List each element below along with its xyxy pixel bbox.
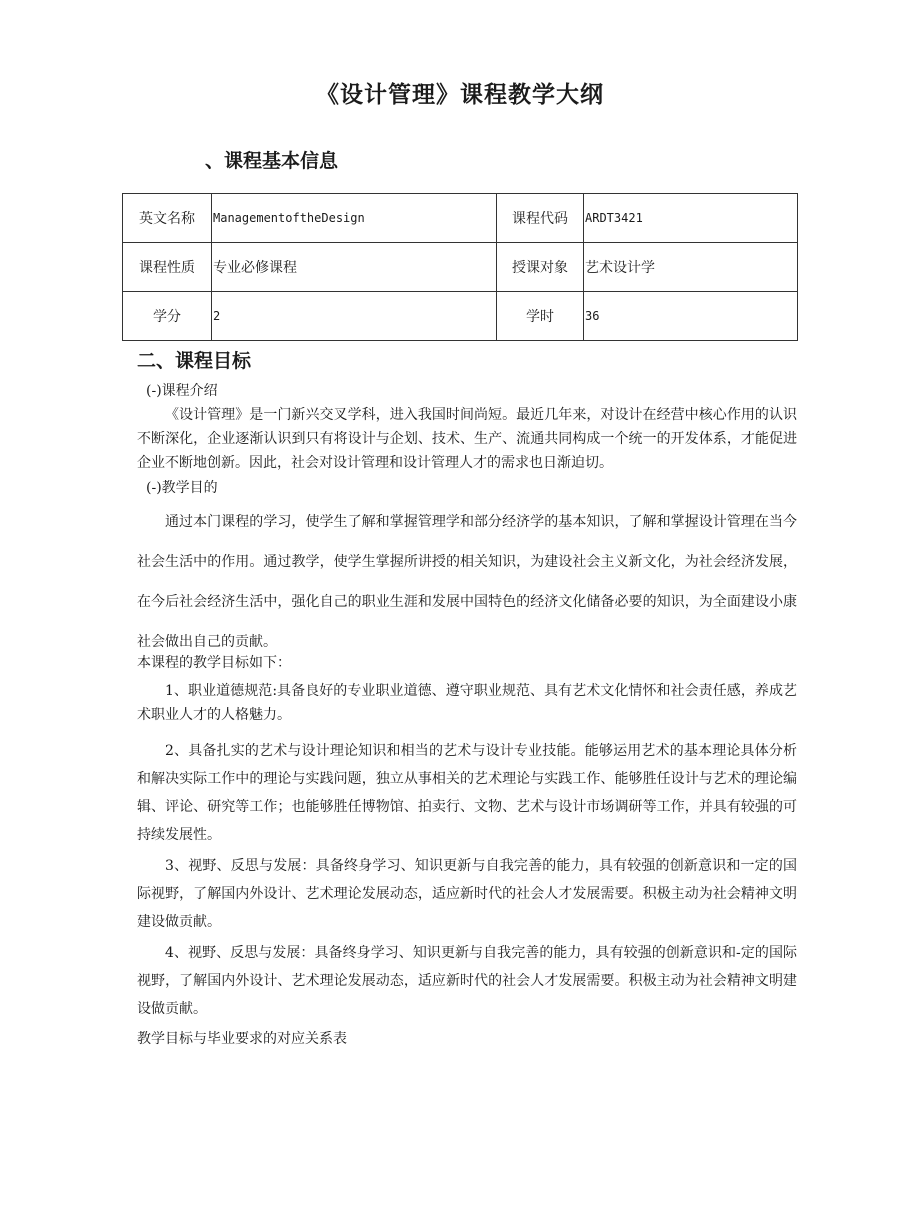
value-target-audience: 艺术设计学 xyxy=(584,243,798,292)
table-row xyxy=(123,194,798,243)
label-english-name: 英文名称 xyxy=(123,194,212,243)
table-row xyxy=(123,243,798,292)
section-heading-basic-info: 、课程基本信息 xyxy=(205,150,339,172)
list-item-goal-1: 1、职业道德规范:具备良好的专业职业道德、遵守职业规范、具有艺术文化情怀和社会责任感，养成艺术职业人才的人格魅力。 xyxy=(137,683,797,723)
page-title: 《设计管理》课程教学大纲 xyxy=(316,82,604,108)
table-caption: 教学目标与毕业要求的对应关系表 xyxy=(137,1031,347,1047)
paragraph-teaching-purpose: 通过本门课程的学习，使学生了解和掌握管理学和部分经济学的基本知识，了解和掌握设计管理在当今社会生活中的作用。通过教学，使学生掌握所讲授的相关知识，为建设社会主义新文化，为社会经济发展，在今后社会经济生活中，强化自己的职业生涯和发展中国特色的经济文化储备必要的知识，为全面建设小康社会做出自己的贡献。 xyxy=(137,514,797,650)
value-hours: 36 xyxy=(584,292,798,341)
label-credits: 学分 xyxy=(123,292,212,341)
value-course-nature: 专业必修课程 xyxy=(212,243,497,292)
section-heading-course-goals: 二、课程目标 xyxy=(137,350,252,372)
paragraph-course-intro: 《设计管理》是一门新兴交叉学科，进入我国时间尚短。最近几年来，对设计在经营中核心作用的认识不断深化，企业逐渐认识到只有将设计与企划、技术、生产、流通共同构成一个统一的开发体系，才能促进企业不断地创新。因此，社会对设计管理和设计管理人才的需求也日渐迫切。 xyxy=(137,407,797,471)
label-hours: 学时 xyxy=(497,292,584,341)
label-course-nature: 课程性质 xyxy=(123,243,212,292)
list-item-goal-2: 2、具备扎实的艺术与设计理论知识和相当的艺术与设计专业技能。能够运用艺术的基本理论具体分析和解决实际工作中的理论与实践问题，独立从事相关的艺术理论与实践工作、能够胜任设计与艺术的理论编辑、评论、研究等工作；也能够胜任博物馆、拍卖行、文物、艺术与设计市场调研等工作，并具有较强的可持续发展性。 xyxy=(137,743,797,843)
subheading-teaching-purpose: (-)教学目的 xyxy=(146,480,218,496)
value-english-name: ManagementoftheDesign xyxy=(212,194,497,243)
course-info-table xyxy=(122,193,798,341)
label-target-audience: 授课对象 xyxy=(497,243,584,292)
table-row xyxy=(123,292,798,341)
label-course-code: 课程代码 xyxy=(497,194,584,243)
subheading-course-intro: (-)课程介绍 xyxy=(146,383,218,399)
list-item-goal-3: 3、视野、反思与发展：具备终身学习、知识更新与自我完善的能力，具有较强的创新意识和一定的国际视野，了解国内外设计、艺术理论发展动态，适应新时代的社会人才发展需要。积极主动为社会精神文明建设做贡献。 xyxy=(137,858,797,930)
value-credits: 2 xyxy=(212,292,497,341)
value-course-code: ARDT3421 xyxy=(584,194,798,243)
goals-intro: 本课程的教学目标如下： xyxy=(137,655,291,671)
list-item-goal-4: 4、视野、反思与发展：具备终身学习、知识更新与自我完善的能力，具有较强的创新意识和-定的国际视野，了解国内外设计、艺术理论发展动态，适应新时代的社会人才发展需要。积极主动为社会精神文明建设做贡献。 xyxy=(137,945,797,1017)
